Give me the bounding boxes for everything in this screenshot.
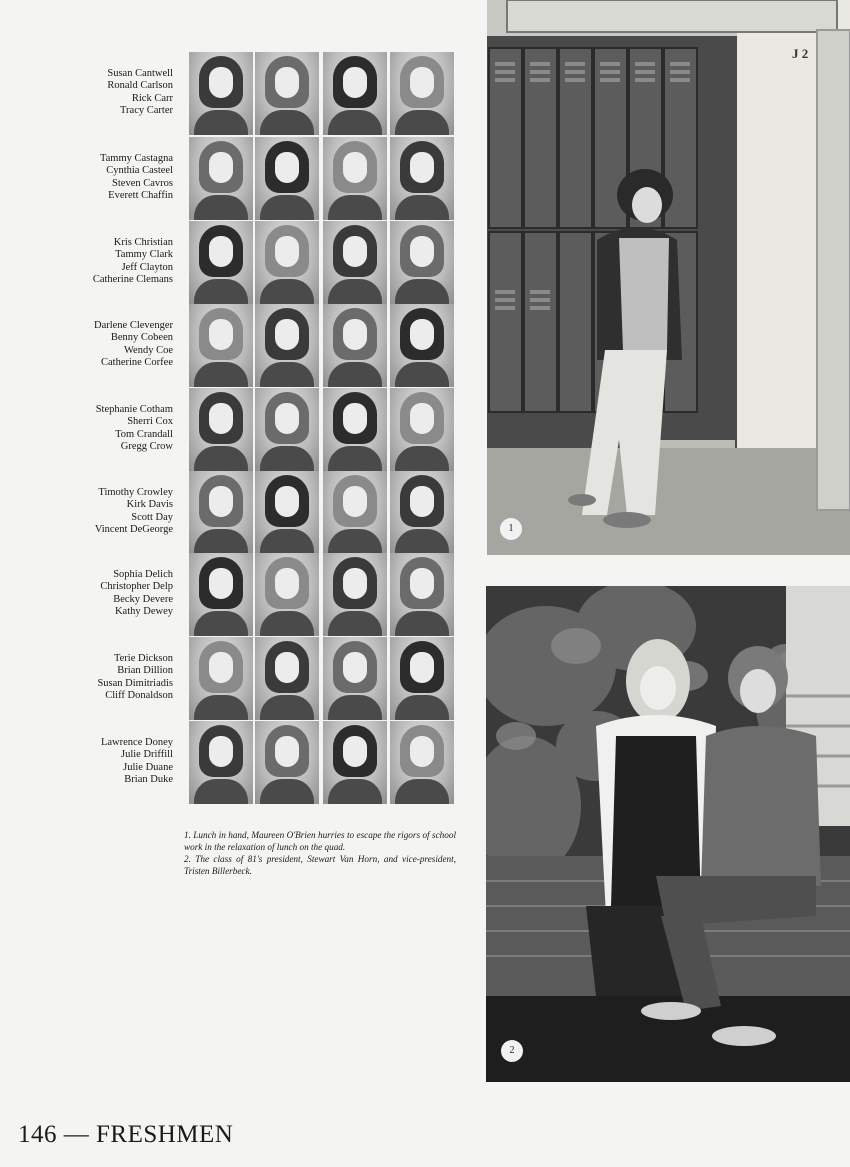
student-portrait xyxy=(255,137,319,220)
student-name: Brian Duke xyxy=(124,774,173,786)
student-name: Terie Dickson xyxy=(113,653,173,664)
student-name: Ronald Carlson xyxy=(107,80,173,92)
student-name: Julie Driffill xyxy=(120,749,173,761)
student-portrait xyxy=(189,52,253,135)
photo-captions xyxy=(184,829,456,877)
student-portrait xyxy=(323,137,387,220)
student-name: Julie Duane xyxy=(123,761,173,773)
student-portrait xyxy=(390,637,454,720)
photo-class-officers-image xyxy=(486,586,850,1082)
student-portrait xyxy=(189,388,253,471)
caption-1: 1. Lunch in hand, Maureen O'Brien hurries to escape the rigors of school work in the relaxation of lunch on the quad. xyxy=(184,830,456,852)
student-name-list xyxy=(40,320,173,370)
student-portrait xyxy=(255,721,319,804)
student-portrait xyxy=(390,304,454,387)
student-portrait xyxy=(323,471,387,554)
student-portrait xyxy=(189,471,253,554)
student-name: Rick Carr xyxy=(131,92,173,104)
student-portrait xyxy=(255,637,319,720)
photo-number-2: 2 xyxy=(501,1040,523,1062)
student-portrait xyxy=(255,388,319,471)
student-portrait xyxy=(390,721,454,804)
student-name: Wendy Coe xyxy=(123,344,173,356)
locker-sign: J 2 xyxy=(792,46,809,61)
student-name-list xyxy=(40,237,173,287)
photo-number-1: 1 xyxy=(500,518,522,540)
student-name: Gregg Crow xyxy=(120,441,173,453)
student-name: Susan Cantwell xyxy=(107,68,173,79)
roster-row xyxy=(0,52,460,136)
student-portrait xyxy=(189,304,253,387)
student-portrait xyxy=(255,52,319,135)
student-name: Catherine Clemans xyxy=(92,274,173,286)
student-name: Tammy Clark xyxy=(115,249,173,261)
student-portrait xyxy=(189,221,253,304)
student-portrait xyxy=(323,721,387,804)
student-name: Kirk Davis xyxy=(126,499,173,511)
student-name: Everett Chaffin xyxy=(108,190,173,202)
student-name-list xyxy=(40,737,173,787)
student-portrait xyxy=(323,388,387,471)
student-name: Catherine Corfee xyxy=(100,357,173,369)
student-name: Tracy Carter xyxy=(120,105,173,117)
roster-row xyxy=(0,637,460,721)
student-portrait xyxy=(390,388,454,471)
student-name: Christopher Delp xyxy=(100,581,173,593)
student-name: Jeff Clayton xyxy=(121,261,173,273)
student-name: Vincent DeGeorge xyxy=(94,524,173,536)
student-name: Lawrence Doney xyxy=(100,737,173,748)
student-name: Scott Day xyxy=(131,511,173,523)
student-name: Sophia Delich xyxy=(113,569,173,580)
roster-row xyxy=(0,304,460,388)
student-name: Sherri Cox xyxy=(127,416,173,428)
student-name: Cliff Donaldson xyxy=(105,690,173,702)
student-name-list xyxy=(40,68,173,118)
student-name: Tom Crandall xyxy=(115,428,173,440)
student-name: Stephanie Cotham xyxy=(95,404,173,415)
roster-row xyxy=(0,721,460,805)
student-portrait xyxy=(390,52,454,135)
student-portrait xyxy=(189,137,253,220)
roster-row xyxy=(0,221,460,305)
student-name: Steven Cavros xyxy=(112,177,173,189)
student-name: Cynthia Casteel xyxy=(106,165,173,177)
student-portrait xyxy=(390,221,454,304)
roster-row xyxy=(0,137,460,221)
student-name: Darlene Clevenger xyxy=(93,320,173,331)
student-portrait xyxy=(390,471,454,554)
student-name: Timothy Crowley xyxy=(98,487,173,498)
student-name: Becky Devere xyxy=(113,593,173,605)
student-name-list xyxy=(40,487,173,537)
student-portrait xyxy=(189,637,253,720)
student-portrait xyxy=(255,553,319,636)
student-portrait xyxy=(323,304,387,387)
student-name-list xyxy=(40,569,173,619)
roster-row xyxy=(0,553,460,637)
student-name: Kathy Dewey xyxy=(114,606,173,618)
student-name: Brian Dillion xyxy=(117,665,173,677)
student-portrait xyxy=(390,137,454,220)
student-portrait xyxy=(323,52,387,135)
student-portrait xyxy=(255,304,319,387)
photo-lockers-image xyxy=(487,0,850,555)
caption-2: 2. The class of 81's president, Stewart Van Horn, and vice-president, Tristen Billerbeck. xyxy=(184,854,456,876)
student-portrait xyxy=(189,553,253,636)
student-name: Kris Christian xyxy=(113,237,173,248)
student-portrait xyxy=(390,553,454,636)
student-name-list xyxy=(40,153,173,203)
student-portrait xyxy=(323,221,387,304)
student-portrait xyxy=(255,221,319,304)
student-portrait xyxy=(189,721,253,804)
photo-class-officers xyxy=(486,586,850,1082)
student-portrait xyxy=(323,553,387,636)
student-portrait xyxy=(323,637,387,720)
student-name: Benny Cobeen xyxy=(110,332,173,344)
roster-row xyxy=(0,471,460,555)
student-name: Tammy Castagna xyxy=(99,153,173,164)
page-folio: 146 — FRESHMEN xyxy=(18,1121,234,1148)
roster-row xyxy=(0,388,460,472)
student-name-list xyxy=(40,653,173,703)
photo-lockers xyxy=(487,0,850,555)
student-name: Susan Dimitriadis xyxy=(97,677,173,689)
student-portrait xyxy=(255,471,319,554)
student-name-list xyxy=(40,404,173,454)
